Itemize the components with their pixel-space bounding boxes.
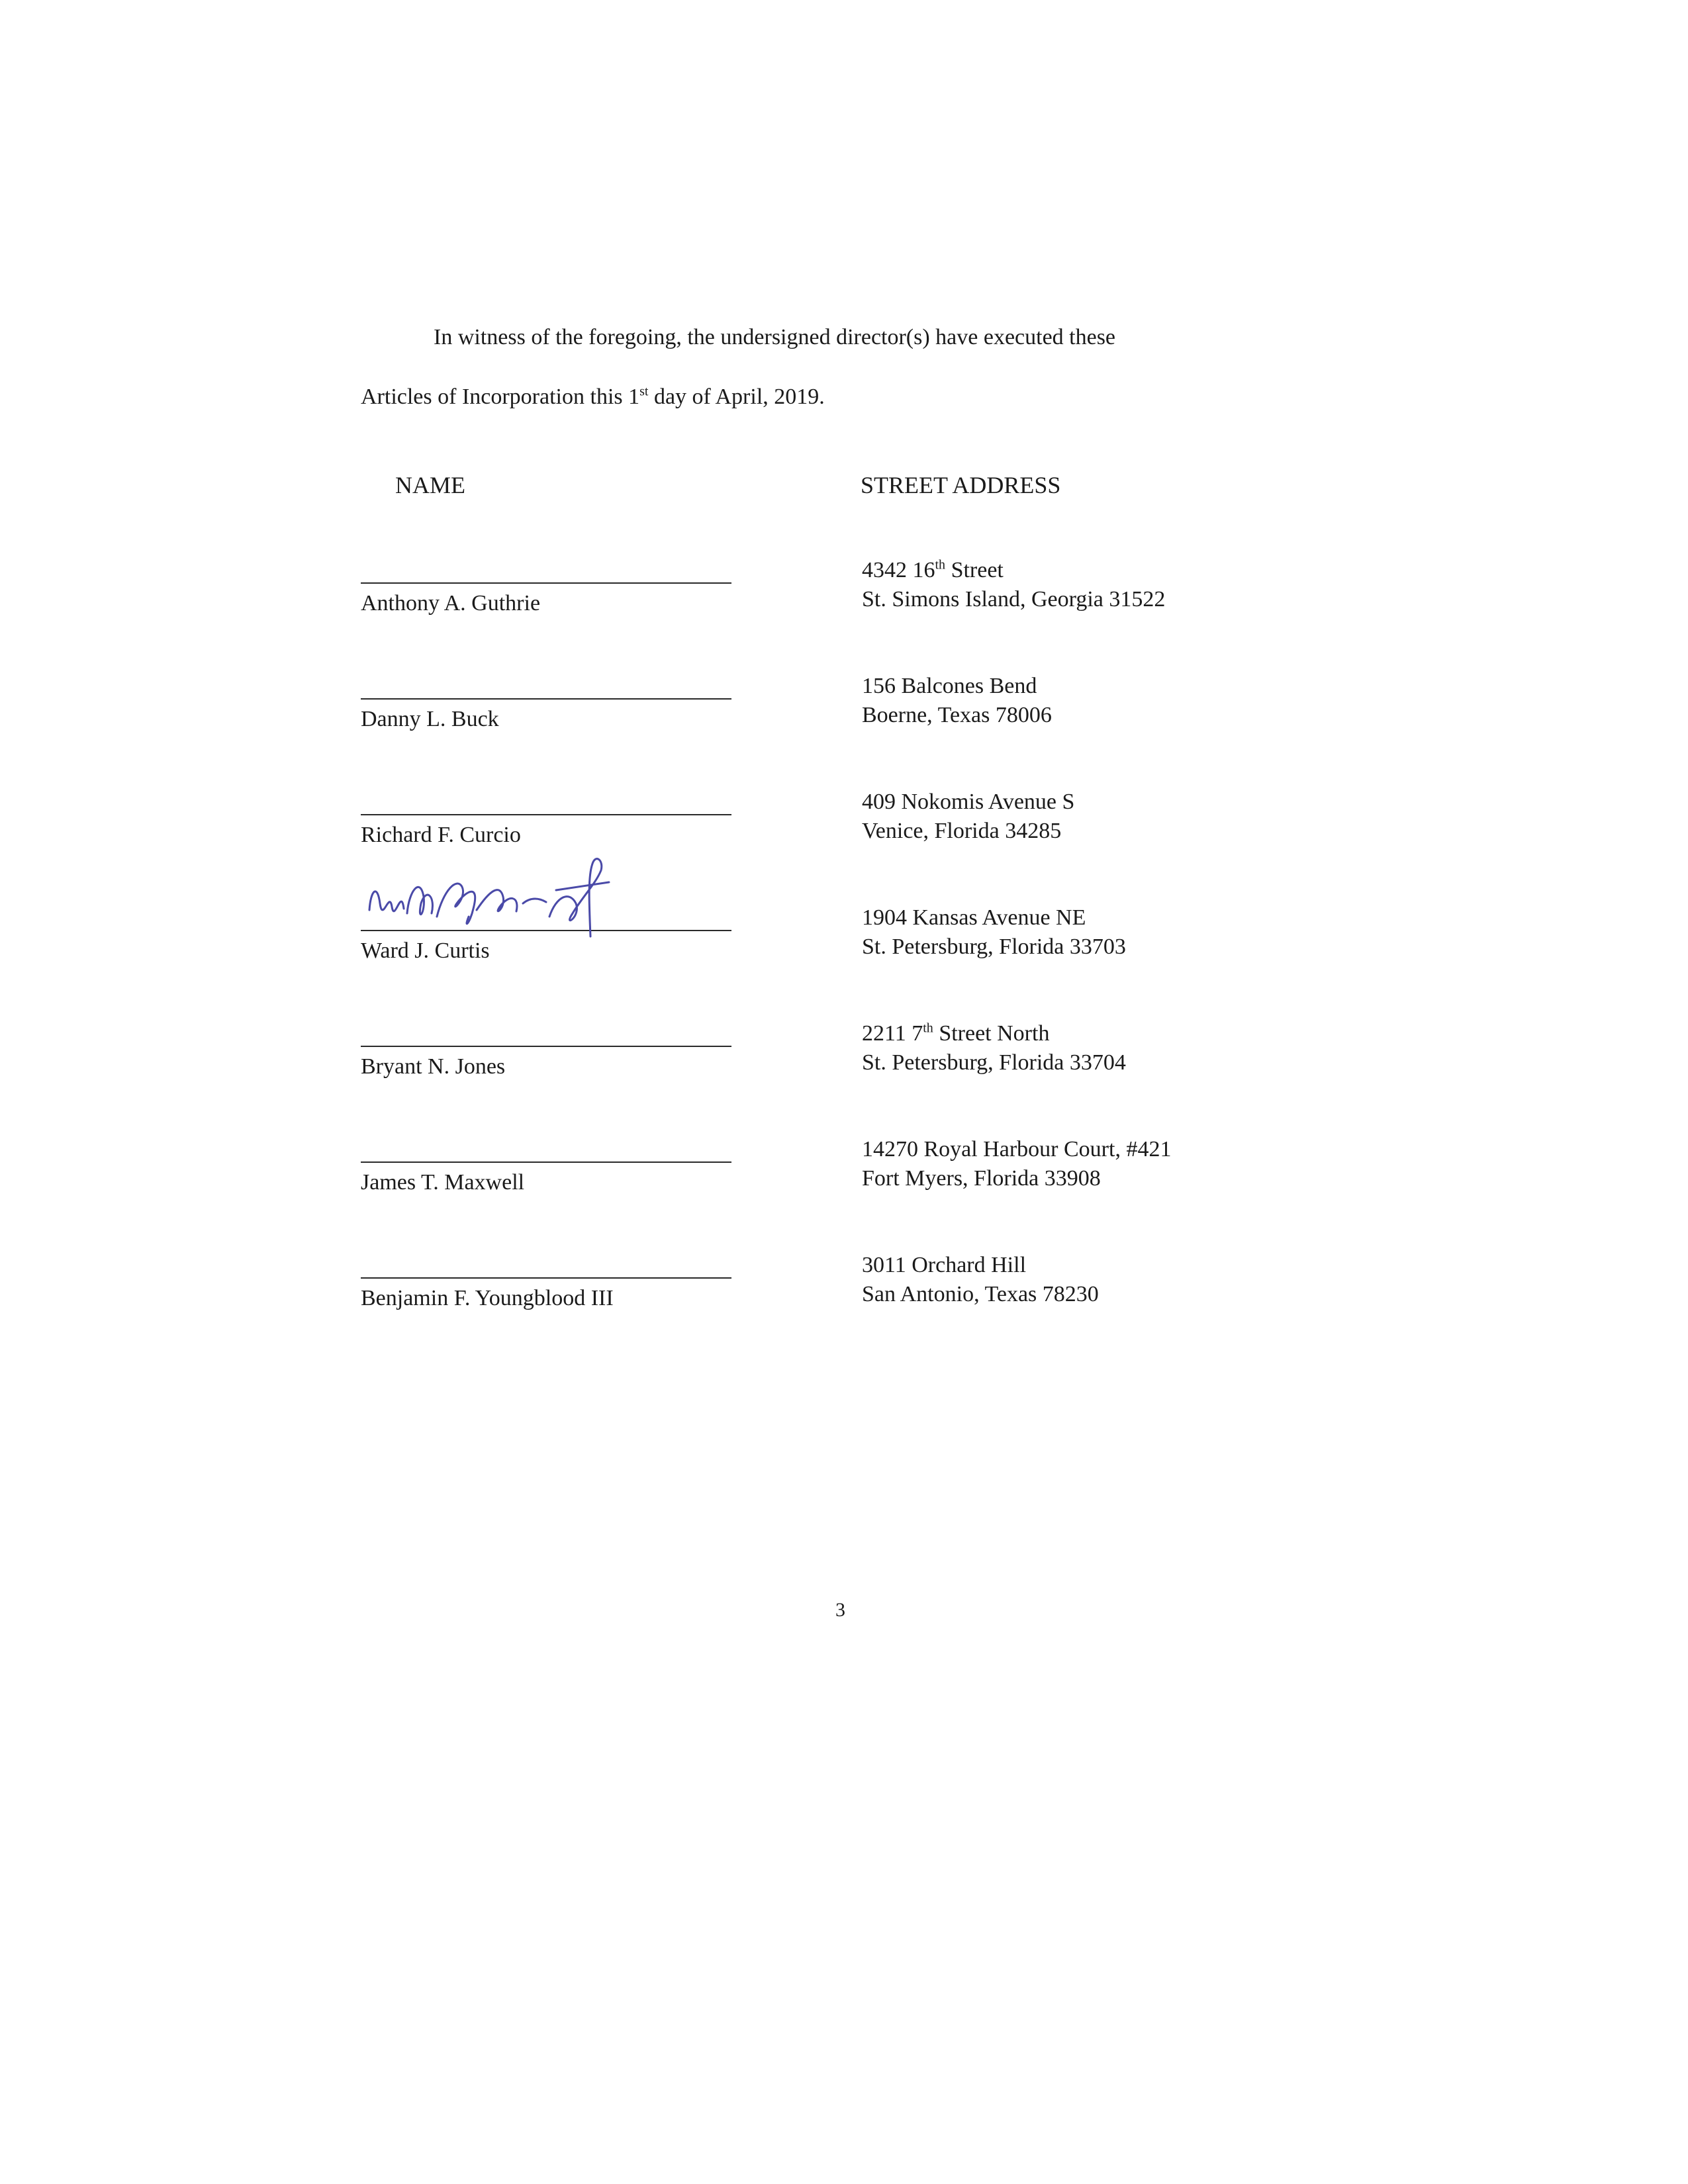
- director-name: Danny L. Buck: [361, 707, 499, 731]
- address-line-1: [862, 1019, 1049, 1048]
- address-line-2: St. Petersburg, Florida 33704: [862, 1050, 1126, 1075]
- address-line-1: [862, 556, 1004, 585]
- signature-stroke: [437, 884, 475, 924]
- director-entry: [0, 674, 1688, 764]
- director-name: Bryant N. Jones: [361, 1054, 506, 1079]
- director-name: Benjamin F. Youngblood III: [361, 1286, 614, 1310]
- signature-line: [361, 582, 731, 584]
- address-street: 3011 Orchard Hill: [862, 1253, 1027, 1277]
- director-name: Ward J. Curtis: [361, 938, 490, 963]
- address-line-1: [862, 1135, 1171, 1164]
- signature-line: [361, 1277, 731, 1279]
- ordinal-suffix: th: [923, 1021, 933, 1036]
- signature-stroke: [523, 899, 546, 903]
- signature-stroke: [549, 859, 602, 936]
- director-entry: [0, 790, 1688, 880]
- director-name: Richard F. Curcio: [361, 823, 521, 847]
- director-entry: [0, 1137, 1688, 1228]
- address-line-2: San Antonio, Texas 78230: [862, 1282, 1099, 1306]
- name-column-header: NAME: [395, 472, 465, 498]
- signature-line: [361, 814, 731, 815]
- signature-line: [361, 698, 731, 700]
- address-street: 409 Nokomis Avenue S: [862, 790, 1075, 814]
- intro-line-2-date: day of April, 2019.: [648, 385, 825, 409]
- address-line-2: Fort Myers, Florida 33908: [862, 1166, 1101, 1191]
- address-street: 2211 7: [862, 1021, 923, 1046]
- address-column-header: STREET ADDRESS: [861, 472, 1061, 498]
- address-street: 4342 16: [862, 558, 935, 582]
- page-number: 3: [835, 1599, 845, 1621]
- address-line-2: St. Simons Island, Georgia 31522: [862, 587, 1166, 612]
- address-line-2: Venice, Florida 34285: [862, 819, 1062, 843]
- intro-line-2-text: Articles of Incorporation this 1: [361, 385, 640, 409]
- address-line-2: St. Petersburg, Florida 33703: [862, 934, 1126, 959]
- address-line-1: [862, 788, 1074, 817]
- address-street: 156 Balcones Bend: [862, 674, 1037, 698]
- intro-line-1: In witness of the foregoing, the undersigned director(s) have executed these: [434, 325, 1116, 349]
- signature-stroke: [369, 891, 404, 911]
- director-name: Anthony A. Guthrie: [361, 591, 541, 615]
- director-entry: [0, 905, 1688, 996]
- address-line-1: [862, 903, 1086, 933]
- address-line-2: Boerne, Texas 78006: [862, 703, 1052, 727]
- signature-line: [361, 1161, 731, 1163]
- intro-line-2: [361, 384, 825, 410]
- handwritten-signature: [357, 850, 622, 943]
- address-street-suffix: Street: [945, 558, 1004, 582]
- address-line-1: [862, 672, 1037, 701]
- ordinal-suffix: th: [935, 557, 946, 572]
- director-name: James T. Maxwell: [361, 1170, 525, 1195]
- address-street: 1904 Kansas Avenue NE: [862, 905, 1086, 930]
- ordinal-suffix: st: [639, 384, 649, 399]
- signature-line: [361, 1046, 731, 1047]
- address-street: 14270 Royal Harbour Court, #421: [862, 1137, 1172, 1161]
- address-street-suffix: Street North: [933, 1021, 1050, 1046]
- director-entry: [0, 1021, 1688, 1112]
- address-line-1: [862, 1251, 1026, 1280]
- signature-stroke: [556, 882, 609, 890]
- director-entry: [0, 1253, 1688, 1343]
- director-entry: [0, 557, 1688, 649]
- signature-stroke: [477, 890, 517, 911]
- signature-stroke: [407, 887, 432, 914]
